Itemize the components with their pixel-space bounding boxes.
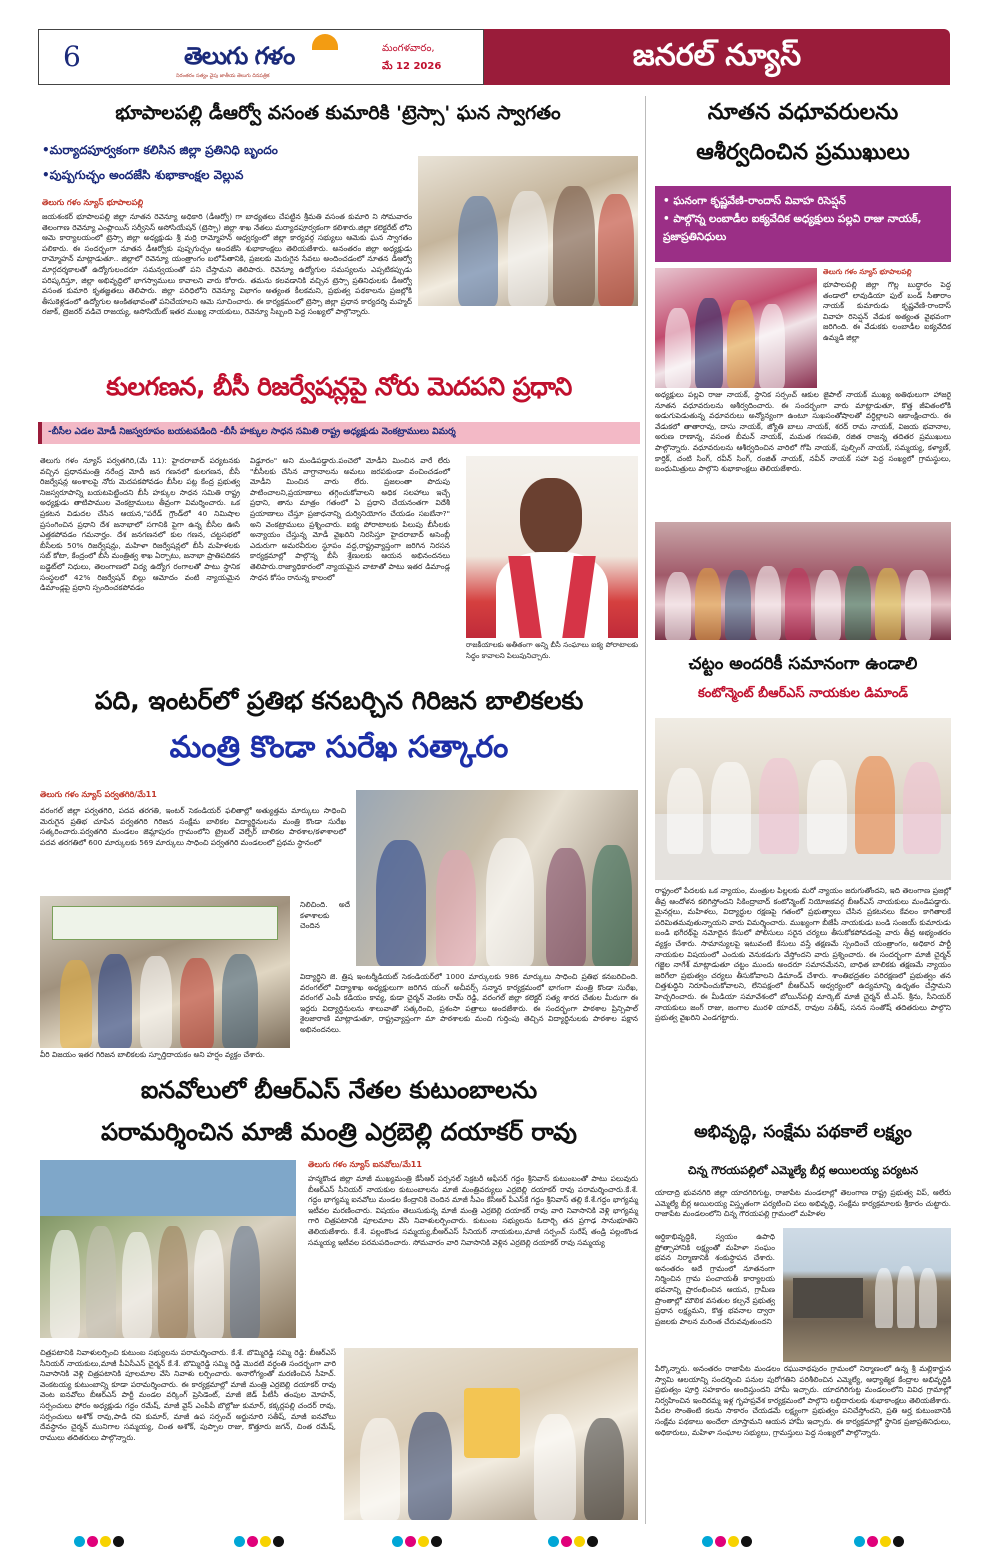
article-body-b: నిలిచింది. అదే కళాశాలకు చెందిన	[300, 900, 350, 931]
byline: తెలుగు గళం న్యూస్ భూపాలపల్లి	[823, 268, 912, 276]
article-col-1: తెలుగు గళం న్యూస్ పర్వతగిరి,(మే 11): హైదరాబాద్ పర్యటనకు వచ్చిన ప్రధానమంత్రి నరేంద్ర మోదీ జన గణనలో కులగణన, బీసీ రిజర్వేషన్ల అంశాలపై నోరు మెదపకపోవడం బీసీల పట్ల కేంద్ర ప్రభుత్వ నిజస్వరూపాన్ని బయటపెట్టిందని బీసీ హక్కుల సాధన సమితి రాష్ట్ర అధ్యక్షుడు తాటిపాముల వెంకట్రాములు తీవ్రంగా విమర్శించారు. ఒక ప్రకటన విడుదల చేసిన ఆయన,"పరేడ్ గ్రౌండ్‌లో 40 నిమిషాల ప్రసంగించిన ప్రధాని దేశ జనాభాలో సగానికి పైగా ఉన్న బీసీల ఊసే ఎత్తకపోవడం గమనార్హం. దేశ జనగణనలో కుల గణన, చట్టసభలో బీసీలకు 50% రిజర్వేషన్లు, మహిళా రిజర్వేషన్లలో బీసీ మహిళలకు సబ్ కోటా, కేంద్రంలో బీసీ మంత్రిత్వ శాఖ ఏర్పాటు, జనాభా ప్రాతిపదికన బడ్జెట్‌లో నిధులు, తెలంగాణలో విద్య ఉద్యోగ రంగాలతో పాటు స్థానిక సంస్థలలో 42% రిజర్వేషన్ బిల్లు ఆమోదం వంటి న్యాయమైన డిమాండ్లపై ప్రధాని స్పందించకపోవడం	[40, 456, 240, 593]
section-banner	[484, 29, 950, 85]
bullet-band	[655, 186, 951, 262]
byline: తెలుగు గళం న్యూస్ ఐనవోలు/మే11	[308, 1160, 422, 1169]
subhead: చిన్న గౌరయపల్లిలో ఎమ్మెల్యే బీర్ల అయిలయ్య పర్యటన	[687, 1164, 919, 1177]
registration-mark-3	[392, 1532, 444, 1551]
story-mla-visit	[655, 1118, 951, 1524]
logo-tagline: నిరంతరం సత్యం వైపు జాతీయ తెలుగు దినపత్రిక	[176, 73, 270, 79]
story-tribal-girls	[38, 682, 640, 1062]
headline: కులగణన, బీసీ రిజర్వేషన్లపై నోరు మెదపని ప్రధాని	[106, 372, 572, 401]
headline: చట్టం అందరికీ సమానంగా ఉండాలి	[688, 654, 918, 674]
article-body-narrow: భూపాలపల్లి జిల్లా గొల్ల బుద్ధారం పెద్ద తండాలో లావుడియా ఫుల్ బండ్ సీతారాం నాయక్ కుమారుడు కృష్ణవేణి-రాందాస్ వివాహ రిసెప్షన్ వేడుక అత్యంత వైభవంగా జరిగింది. ఈ వేడుకకు లంబాడీల ఐక్యవేదిక ఉమ్మడి జిల్లా	[823, 280, 951, 342]
headline: భూపాలపల్లి డీఆర్వో వసంత కుమారికి 'ట్రెస్సా' ఘన స్వాగతం	[115, 102, 561, 124]
page-number-box	[38, 29, 164, 85]
bullet-1: •మర్యాదపూర్వకంగా కలిసిన జిల్లా ప్రతినిధి బృందం	[42, 143, 278, 157]
byline: తెలుగు గళం న్యూస్ భూపాలపల్లి	[42, 198, 144, 207]
registration-mark-5	[702, 1532, 754, 1551]
bullet-1: • ఘనంగా కృష్ణవేణి-రాందాస్ వివాహ రిసెప్షన్	[663, 195, 846, 207]
photo-minister-felicitation	[356, 790, 638, 966]
headline-line-1: పది, ఇంటర్‌లో ప్రతిభ కనబర్చిన గిరిజన బాలికలకు	[94, 686, 584, 715]
article-body-bottom: చిత్రపటానికి నివాళులర్పించి కుటుంబ సభ్యులను పరామర్శించారు. కే.శే. బొమ్మిరెడ్డి సమ్మి రెడ్డి: బీఆర్ఎస్ సీనియర్ నాయకులు,మాజీ పీఏసీఎస్ చైర్మన్ కే.శే. బొమ్మిరెడ్డి సమ్మి రెడ్డి మొదటి వర్ధంతి సందర్భంగా వారి నివాసానికి వెళ్లి చిత్రపటానికి పూలమాల వేసి నివాళు లర్పించారు. అనారోగ్యంతో మరణించిన సీహెచ్. వెంకటయ్య కుటుంబాన్ని కూడా పరామర్శించారు. ఈ కార్యక్రమాల్లో మాజీ మంత్రి ఎర్రబెల్లి దయాకర్ రావు వెంట ఐనవోలు బీఆర్ఎస్ పార్టీ మండల వర్కింగ్ ప్రెసిడెంట్, మాజీ జెడ్ పీటీసీ తంపుల మోహన్, సర్పంచులు ఫోరం అధ్యక్షుడు గద్దం రమేష్, మాజీ వైస్ ఎంపీపీ బొల్లోజు కుమార్, కక్కర్లపల్లి చందర్ రావు, సర్పంచులు అశోక్ రావు,పాడి రవి కుమార్, మాజీ ఉప సర్పంచ్ అర్జునూరి సతీష్, మాజీ ఐనవోలు దేవస్థానం చైర్మన్ మునిగాల సమ్మయ్య, చింత అశోక్, పుప్పాల రాజు, కొత్తూరు జగన్, చింత రమేష్, రాములు తదితరులు పాల్గొన్నారు.	[40, 1348, 336, 1442]
story1-article-body-continued	[42, 308, 640, 350]
story-cantonment-brs	[655, 650, 951, 1110]
photo-press-meet	[655, 718, 951, 880]
byline: తెలుగు గళం న్యూస్ పర్వతగిరి/మే11	[40, 790, 157, 799]
photo-venkatramulu	[466, 456, 638, 638]
article-col-2: విడ్డూరం" అని మండిపడ్డారు.పంచెలో మోడీని మించిన వారే లేరు "బీసీలకు చేసిన వాగ్దానాలను అమలు జరపకుండా వంచించడంలో మోడీని మించిన వారు లేరు. ప్రజలంతా పొదుపు పాటించాలని,ప్రయాణాలు తగ్గించుకోవాలని అధిక సలహాలు ఇచ్చే ప్రధాని, తాను మాత్రం గతంలో ఏ ప్రధాని చేయనంతగా విదేశీ ప్రయాణాలు చేస్తూ ప్రజాధనాన్ని దుర్వినియోగం చేయడం సబబేనా?" అని వెంకట్రాములు ప్రశ్నించారు. ఐక్య పోరాటాలకు పిలుపు బీసీలకు అన్యాయం చేస్తున్న మోడీ వైఖరిని నిరసిస్తూ హైదరాబాద్ అసెంబ్లీ ఎదురుగా అమరవీరుల స్థూపం వద్ద,రాష్ట్రవ్యాప్తంగా జరిగిన నిరసన కార్యక్రమాల్లో పాల్గొన్న బీసీ శ్రేణులకు ఆయన అభినందనలు తెలిపారు.రాజ్యాధికారంలో న్యాయమైన వాటాతో పాటు ఇతర డిమాండ్ల సాధన కోసం రానున్న కాలంలో	[250, 456, 450, 582]
article-body-wide: అధ్యక్షులు పల్లవి రాజు నాయక్, స్థానిక సర్పంచ్ ఆకుల జైపాల్ నాయక్ ముఖ్య అతిథులుగా హాజరై నూతన వధూవరులను ఆశీర్వదించారు. ఈ సందర్భంగా వారు మాట్లాడుతూ, కొత్త జీవితంలోకి అడుగుపెడుతున్న వధూవరులు అన్యోన్యంగా ఉంటూ సుఖసంతోషాలతో వర్ధిల్లాలని ఆకాంక్షించారు. ఈ వేడుకలో తాతారావు, దాసు నాయక్, జ్యోతి బాలు నాయక్, శరద్ రామ నాయక్, విజయ భవానాల, అరుణ రాణాన్న, వసంత బీమన్ నాయక్, మమత గణపతి, రజిత రాజన్న తదితర ప్రముఖులు పాల్గొన్నారు. వధూవరులను ఆశీర్వదించిన వారిలో గోపి నాయక్, పుల్సింగ్ నాయక్, సమ్మయ్య, కళ్యాణ్, కార్తిక్, చంటి సింగ్, రవీన్ సింగ్, రంజిత్ నాయక్, నవీన్ నాయక్ సహా పెద్ద సంఖ్యలో గ్రామస్థులు, బంధుమిత్రులు పాల్గొని శుభాకాంక్షలు తెలియజేశారు.	[655, 390, 951, 474]
sun-logo-icon	[312, 34, 338, 50]
photo-trsa-officials	[418, 156, 638, 306]
headline-line-2: పరామర్శించిన మాజీ మంత్రి ఎర్రబెల్లి దయాకర్ రావు	[100, 1118, 577, 1146]
caption: వీరి విజయం ఇతర గిరిజన బాలికలకు స్ఫూర్తిదాయకం అని హర్షం వ్యక్తం చేశారు.	[40, 1050, 265, 1059]
bullet-2: • పాల్గొన్న లంబాడీల ఐక్యవేదిక అధ్యక్షులు పల్లవి రాజు నాయక్, ప్రజాప్రతినిధులు	[663, 213, 922, 243]
photo-tribute	[344, 1348, 638, 1520]
deck: -బీసీల ఎడల మోడీ నిజస్వరూపం బయటపడింది -బీసీ హక్కుల సాధన సమితి రాష్ట్ర అధ్యక్షుడు వెంకట్రాములు విమర్శ	[48, 427, 456, 437]
date-box	[374, 29, 484, 85]
story-wedding-reception	[655, 96, 951, 646]
registration-mark-6	[854, 1532, 906, 1551]
registration-marks-row	[38, 1532, 950, 1548]
subhead: కంటోన్మెంట్ బీఆర్ఎస్ నాయకుల డిమాండ్	[697, 686, 909, 701]
article-body: జయశంకర్ భూపాలపల్లి జిల్లా నూతన రెవెన్యూ అధికారి (డీఆర్వో) గా బాధ్యతలు చేపట్టిన శ్రీమతి వసంత కుమారి ని సోమవారం తెలంగాణ రెవెన్యూ ఎంప్లాయిస్ సర్వీసెస్ అసోసియేషన్ (ట్రెస్సా) జిల్లా శాఖ నేతలు మర్యాదపూర్వకంగా కలిశారు.జిల్లా కలెక్టరేట్ లోని ఆమె కార్యాలయంలో ట్రెస్సా జిల్లా అధ్యక్షుడు శ్రీ మర్రి రామ్మోహన్ ఆధ్వర్యంలో జిల్లా కార్యవర్గ సభ్యులు ఆమెకు ఘన స్వాగతం పలికారు. ఈ సందర్భంగా నూతన డీఆర్వోకు పుష్పగుచ్ఛం అందజేసి శుభాకాంక్షలు తెలియజేశారు. అనంతరం జిల్లా అధ్యక్షుడు రామ్మోహన్ మాట్లాడుతూ.. జిల్లాలో రెవెన్యూ యంత్రాంగం బలోపేతానికి, ప్రజలకు మెరుగైన సేవలు అందించడంలో నూతన డీఆర్వో మార్గదర్శకాలతో ఉద్యోగులందరూ సమన్వయంతో పని చేస్తామని తెలిపారు. రెవెన్యూ ఉద్యోగుల సమస్యలను ఎప్పటికప్పుడు పరిష్కరిస్తూ, జిల్లా అభివృద్ధిలో భాగస్వాములు కావాలని వారు కోరారు. తమను కలవడానికి వచ్చిన ట్రెస్సా ప్రతినిధులకు డీఆర్వో వసంత కుమారి కృతజ్ఞతలు తెలిపారు. జిల్లా పరిధిలోని రెవెన్యూ విభాగం అత్యంత కీలకమని, ప్రభుత్వ పథకాలను ప్రజల్లోకి తీసుకెళ్లడంలో ఉద్యోగుల అంకితభావంతో పనిచేయాలని ఆమె సూచించారు. ఈ కార్యక్రమంలో ట్రెస్సా జిల్లా ప్రధాన కార్యదర్శి మహ్మద్ రజాక్, ట్రెజరర్ వడిచె రాజయ్య, అసోసియేట్ ఇతర ముఖ్య నాయకులు, రెవెన్యూ సిబ్బంది పెద్ద సంఖ్యలో పాల్గొన్నారు.	[42, 212, 412, 317]
photo-caption: రాజకీయాలకు అతీతంగా అన్ని బీసీ సంఘాలు ఐక్య పోరాటాలకు సిద్ధం కావాలని పిలుపునిచ్చారు.	[466, 641, 638, 660]
logo	[164, 29, 374, 85]
photo-guests	[655, 522, 951, 640]
article-body: రాష్ట్రంలో పేదలకు ఒక న్యాయం, మంత్రుల పిల్లలకు మరో న్యాయం జరుగుతోందని, ఇది తెలంగాణ ప్రజల్లో తీవ్ర ఆందోళన కలిగిస్తోందని సికింద్రాబాద్ కంటోన్మెంట్ నియోజకవర్గ బీఆర్ఎస్ నాయకులు మండిపడ్డారు. మైనర్లలు, మహిళలు, విద్యార్థుల రక్షణపై గతంలో ప్రభుత్వాలు చేసిన ప్రకటనలు కేవలం కాగితాలకే పరిమితమవుతున్నాయని వారు విమర్శించారు. ముఖ్యంగా బీజేపీ నాయకుడు బండి సంజయ్ కుమారుడు బండి భగీరథ్‌పై నమోదైన కేసులో పోలీసులు సరైన చర్యలు తీసుకోకపోవడంపై వారు తీవ్ర అభ్యంతరం వ్యక్తం చేశారు. సామాన్యులపై ఇటువంటి కేసులు వస్తే తక్షణమే స్పందించే యంత్రాంగం, అధికార పార్టీ నాయకుల విషయంలో ఎందుకు వెనుకడుగు వేస్తోందని వారు ప్రశ్నించారు. ఈ సందర్భంగా మాజీ చైర్మన్ గజ్జెల నాగేశ్ మాట్లాడుతూ చట్టం ముందు అందరూ సమానమేనని, బాధిత బాలికకు తక్షణమే న్యాయం జరిగేలా ప్రభుత్వం చర్యలు తీసుకోవాలని డిమాండ్ చేశారు. శాంతిభద్రతల పరిరక్షణలో ప్రభుత్వం తన చిత్తశుద్ధిని నిరూపించుకోవాలని, లేనిపక్షంలో బీఆర్ఎస్ ఆధ్వర్యంలో ఉద్యమాన్ని ఉధృతం చేస్తామని హెచ్చరించారు. ఈ మీడియా సమావేశంలో బోయిన్‌పల్లి మార్కెట్ మాజీ చైర్మన్ టీ.ఎస్. శ్రీను, సీనియర్ నాయకులు జంగ్ రాజు, జంగాల మురళి యాదవ్, రావుల సతీష్, సనన సంతోష్ తదితరులు పాల్గొని ప్రభుత్వ వైఖరిని ఎండగట్టారు.	[655, 886, 951, 1023]
headline-line-1: నూతన వధూవరులను	[707, 100, 899, 125]
bullet-2: •పుష్పగుచ్ఛం అందజేసి శుభాకాంక్షల వెల్లువ	[42, 168, 244, 182]
headline-line-1: ఐనవోలులో బీఆర్ఎస్ నేతల కుటుంబాలను	[140, 1076, 538, 1104]
registration-mark-1	[74, 1532, 126, 1551]
story-bc-census	[38, 370, 640, 670]
article-body-top: యాదాద్రి భువనగిరి జిల్లా యాదగిరిగుట్ట, రాజాపేట మండలాల్లో తెలంగాణ రాష్ట్ర ప్రభుత్వ విప్, ఆలేరు ఎమ్మెల్యే బీర్ల అయిలయ్య విస్తృతంగా పర్యటించి పలు అభివృద్ధి, సంక్షేమ కార్యక్రమాలకు శ్రీకారం చుట్టారు. రాజాపేట మండలంలోని చిన్న గౌరయపల్లి గ్రామంలో మహిళల	[655, 1188, 951, 1219]
logo-text: తెలుగు గళం	[184, 42, 295, 70]
issue-date: మే 12 2026	[382, 61, 442, 72]
photo-construction-site	[783, 1228, 951, 1362]
page-number: 6	[63, 40, 81, 73]
photo-couple	[655, 268, 817, 388]
article-body-c: విద్యార్థిని జె. త్రిష ఇంటర్మీడియట్ సెకండియర్‌లో 1000 మార్కులకు 986 మార్కులు సాధించి ప్రతిభ కనబరిచింది. వరంగల్‌లో విద్యాశాఖ అధ్యక్షులుగా జరిగిన యంగ్ అచీవర్స్ సన్మాన కార్యక్రమంలో భాగంగా మంత్రి కొండా సురేఖ, వరంగల్ ఎంపీ కడియం కావ్య, కుడా చైర్మన్ వెంకట రామ్ రెడ్డి, వరంగల్ జిల్లా కలెక్టర్ సత్య శారద చేతుల మీదుగా ఈ ఇద్దరు విద్యార్థినులను శాలువాతో సత్కరించి, ప్రశంసా పత్రాలు అందజేశారు. ఈ సందర్భంగా పాఠశాల ప్రిన్సిపాల్ శైలజారాణి మాట్లాడుతూ, రాష్ట్రవ్యాప్తంగా మా పాఠశాలకు మంచి గుర్తింపు తెచ్చిన విద్యార్థినులకు పాఠశాల పక్షాన అభినందనలు.	[300, 972, 638, 1034]
column-divider	[645, 96, 646, 1524]
photo-brs-gathering	[40, 1160, 296, 1338]
headline-line-2: ఆశీర్వదించిన ప్రముఖులు	[696, 140, 910, 165]
headline: అభివృద్ధి, సంక్షేమ పథకాలే లక్ష్యం	[694, 1122, 912, 1142]
registration-mark-4	[548, 1532, 600, 1551]
article-body-narrow: ఆర్థికాభివృద్ధికి, స్వయం ఉపాధి ప్రోత్సాహానికి లక్ష్యంతో మహిళా సంఘం భవన నిర్మాణానికి శంకుస్థాపన చేశారు. అనంతరం అదే గ్రామంలో నూతనంగా నిర్మించిన గ్రామ పంచాయతీ కార్యాలయ భవనాన్ని ప్రారంభించిన ఆయన, గ్రామీణ ప్రాంతాల్లో మౌలిక వసతుల కల్పనే ప్రభుత్వ ప్రధాన లక్ష్యమని, కొత్త భవనాల ద్వారా ప్రజలకు పాలన మరింత చేరువవుతుందని	[655, 1232, 775, 1326]
deck-band	[38, 422, 640, 444]
story-errabelli-visit	[38, 1074, 640, 1524]
issue-day: మంగళవారం,	[382, 43, 435, 54]
article-body-top: హన్మకొండ జిల్లా మాజీ ముఖ్యమంత్రి కేసీఆర్ పర్సనల్ సెక్రటరీ ఆఫీసర్ గద్దం శ్రీనివాస్ కుటుంబంతో పాటు పలువురు బీఆర్ఎస్ సీనియర్ నాయకుల కుటుంబాలను మాజీ మంత్రివర్యులు ఎర్రబెల్లి దయాకర్ రావు పరామర్శించారు.కే.శే. గద్దం భాగ్యమ్మ ఐనవోలు మండల కేంద్రానికి చెందిన మాజీ సీఎం కేసీఆర్ పీఎస్‌కే గద్దం శ్రీనివాస్ తల్లి కే.శే.గద్దం భాగ్యమ్మ ఇటీవల మరణించారు. విషయం తెలుసుకున్న మాజీ మంత్రి ఎర్రబెల్లి దయాకర్ రావు వారి నివాసానికి వెళ్లి భాగ్యమ్మ గారి చిత్రపటానికి పూలమాల వేసి నివాళులర్పించారు. కుటుంబ సభ్యులను ఓదార్చి తన ప్రగాఢ సానుభూతిని తెలియజేశారు. కే.శే. పల్లంకొండ సమ్మయ్య,బీఆర్ఎస్ సీనియర్ నాయకులు,మాజీ సర్పంచ్ సురేష్ తండ్రి పల్లంకొండ సమ్మయ్య ఇటీవల పరమపదించారు. సోమవారం వారి నివాసానికి వెళ్లిన ఎర్రబెల్లి దయాకర్ రావు సమ్మయ్య	[308, 1174, 638, 1247]
masthead	[38, 29, 950, 85]
article-body-bottom: పేర్కొన్నారు. అనంతరం రాజాపేట మండలం రఘునాథపురం గ్రామంలో నిర్మాణంలో ఉన్న శ్రీ మల్లికార్జున స్వామి ఆలయాన్ని సందర్శించి పనుల పురోగతిని పరిశీలించిన ఎమ్మెల్యే, ఆధ్యాత్మిక కేంద్రాల అభివృద్ధికి ప్రభుత్వం పూర్తి సహకారం అందిస్తుందని హామీ ఇచ్చారు. యాదగిరిగుట్ట మండలంలోని వివిధ గ్రామాల్లో నిర్వహించిన ఇందిరమ్మ ఇళ్ల గృహప్రవేశ కార్యక్రమంలో పాల్గొని లబ్ధిదారులకు శుభాకాంక్షలు తెలియజేశారు. పేదల సొంతింటి కలను సాకారం చేయడమే లక్ష్యంగా ప్రభుత్వం పనిచేస్తోందని, ప్రతి అర్హ కుటుంబానికి సంక్షేమ పథకాలు అందేలా చూస్తామని ఆయన హామీ ఇచ్చారు. ఈ కార్యక్రమాల్లో స్థానిక ప్రజాప్రతినిధులు, అధికారులు, మహిళా సంఘాల సభ్యులు, గ్రామస్తులు పెద్ద సంఖ్యలో పాల్గొన్నారు.	[655, 1364, 951, 1437]
headline-line-2: మంత్రి కొండా సురేఖ సత్కారం	[169, 730, 509, 765]
photo-students-award	[40, 896, 290, 1048]
section-title: జనరల్ న్యూస్	[632, 38, 802, 73]
registration-mark-2	[234, 1532, 286, 1551]
article-body-a: వరంగల్ జిల్లా పర్వతగిరి, పదవ తరగతి, ఇంటర్ సెకండియర్ ఫలితాల్లో అత్యుత్తమ మార్కులు సాధించి మెరుగైన ప్రతిభ చూపిన పర్వతగిరి గిరిజన సంక్షేమ బాలికల విద్యార్థినులను మంత్రి కొండా సురేఖ సత్కరించారు.పర్వతగిరి మండలం జెమ్లాపురం గ్రామంలోని ట్రైబల్ వెల్ఫేర్ బాలికల పాఠశాల/కళాశాలలో పదవ తరగతిలో 600 మార్కులకు 569 మార్కులు సాధించి పర్వతగిరి మండలంలో ప్రథమ స్థానంలో	[40, 806, 346, 847]
